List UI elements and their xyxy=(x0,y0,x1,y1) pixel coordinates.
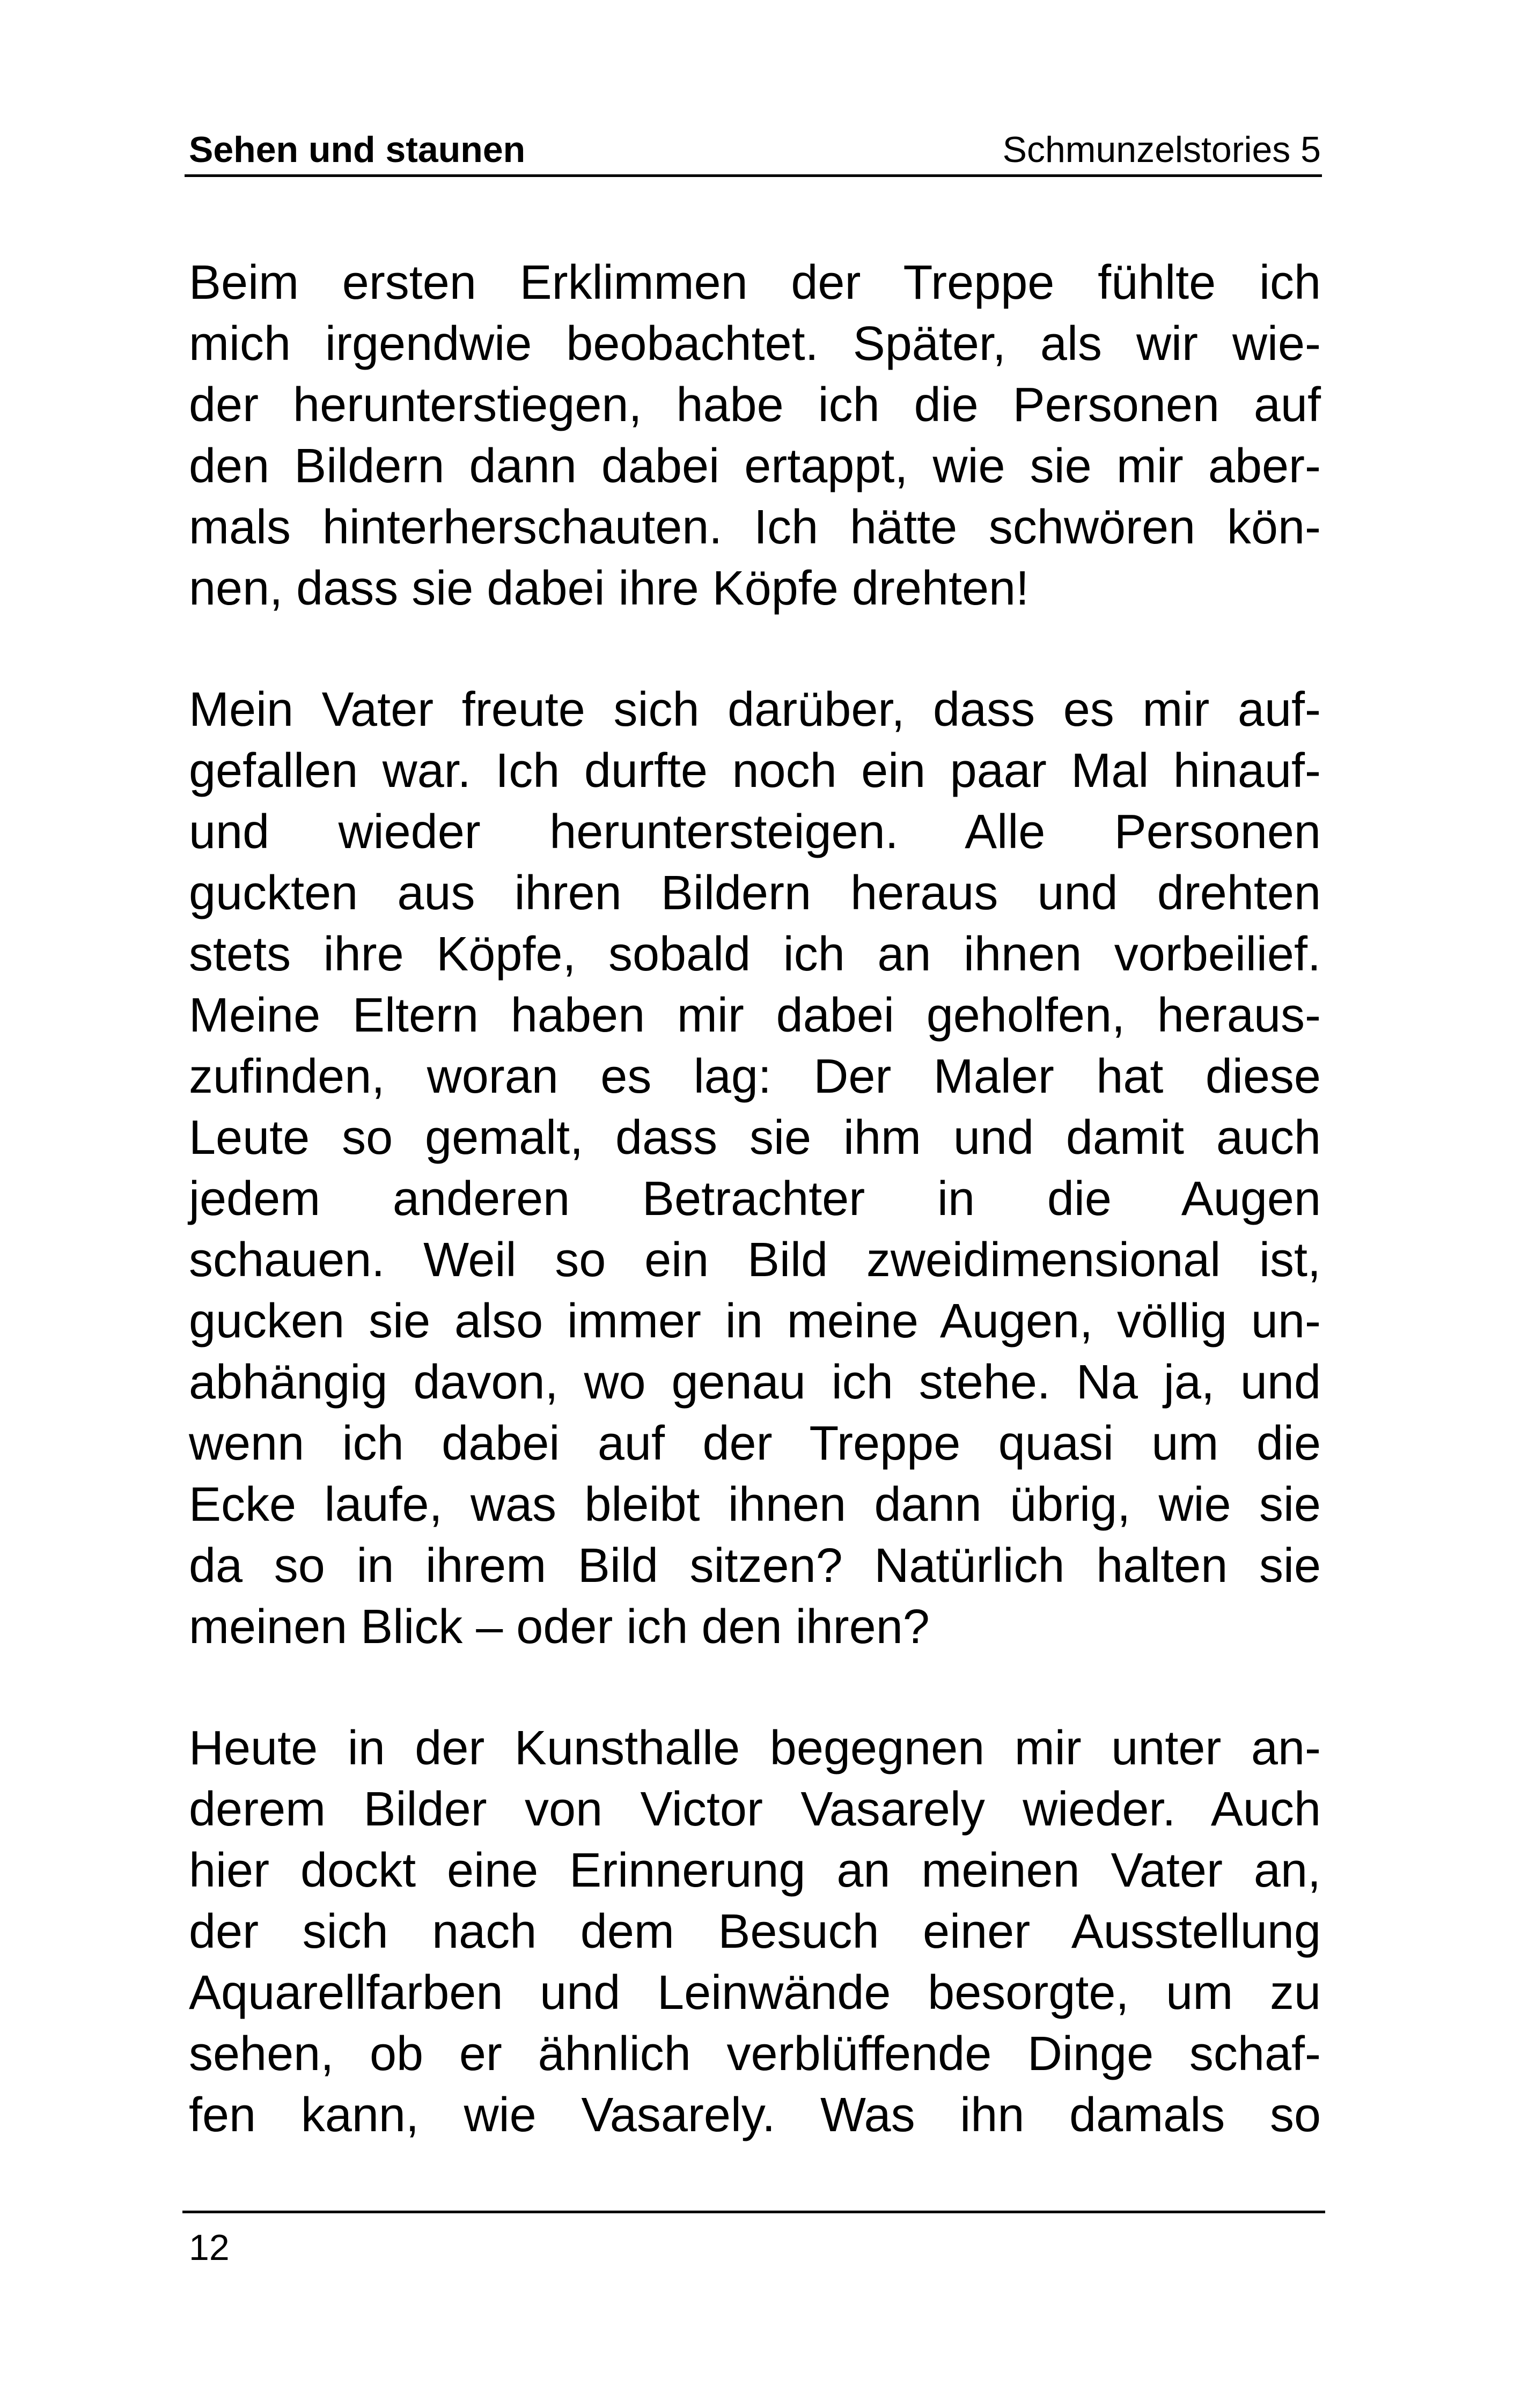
paragraph-2 xyxy=(189,679,1321,1658)
page-number: 12 xyxy=(189,2227,230,2268)
text-line: schauen. Weil so ein Bild zweidimensional ist, xyxy=(189,1233,1321,1287)
text-line: jedem anderen Betrachter in die Augen xyxy=(189,1172,1321,1226)
text-line: Meine Eltern haben mir dabei geholfen, heraus- xyxy=(189,989,1321,1042)
text-line: Ecke laufe, was bleibt ihnen dann übrig, wie sie xyxy=(189,1478,1321,1531)
text-line: da so in ihrem Bild sitzen? Natürlich halten sie xyxy=(189,1539,1321,1593)
text-line: Leute so gemalt, dass sie ihm und damit auch xyxy=(189,1111,1321,1165)
body-text xyxy=(189,252,1321,2206)
header-rule xyxy=(185,174,1322,177)
text-line: Heute in der Kunsthalle begegnen mir unter an- xyxy=(189,1721,1321,1775)
text-line: mich irgendwie beobachtet. Später, als wir wie- xyxy=(189,317,1321,371)
text-line: fen kann, wie Vasarely. Was ihn damals so xyxy=(189,2088,1321,2142)
footer-rule xyxy=(182,2211,1325,2213)
text-line: wenn ich dabei auf der Treppe quasi um die xyxy=(189,1417,1321,1470)
text-line: stets ihre Köpfe, sobald ich an ihnen vorbeilief. xyxy=(189,927,1321,981)
text-line: abhängig davon, wo genau ich stehe. Na ja, und xyxy=(189,1356,1321,1409)
text-line: hier dockt eine Erinnerung an meinen Vater an, xyxy=(189,1844,1321,1897)
text-line: guckten aus ihren Bildern heraus und drehten xyxy=(189,866,1321,920)
text-line: der herunterstiegen, habe ich die Personen auf xyxy=(189,378,1321,432)
text-line: den Bildern dann dabei ertappt, wie sie mir aber- xyxy=(189,439,1321,493)
text-line: gucken sie also immer in meine Augen, völlig un- xyxy=(189,1294,1321,1348)
paragraph-3 xyxy=(189,1718,1321,2146)
book-title: Schmunzelstories 5 xyxy=(1002,129,1321,170)
text-line: zufinden, woran es lag: Der Maler hat diese xyxy=(189,1050,1321,1103)
text-line: mals hinterherschauten. Ich hätte schwören kön- xyxy=(189,500,1321,554)
text-line: und wieder heruntersteigen. Alle Personen xyxy=(189,805,1321,859)
text-line: gefallen war. Ich durfte noch ein paar Mal hinauf- xyxy=(189,744,1321,798)
text-line: sehen, ob er ähnlich verblüffende Dinge schaf- xyxy=(189,2027,1321,2081)
text-line: nen, dass sie dabei ihre Köpfe drehten! xyxy=(189,562,1030,615)
chapter-title: Sehen und staunen xyxy=(189,129,526,170)
text-line: meinen Blick – oder ich den ihren? xyxy=(189,1600,930,1654)
text-line: der sich nach dem Besuch einer Ausstellung xyxy=(189,1905,1321,1958)
paragraph-1 xyxy=(189,252,1321,619)
text-line: Aquarellfarben und Leinwände besorgte, um zu xyxy=(189,1966,1321,2020)
running-header xyxy=(189,129,1321,176)
text-line: Beim ersten Erklimmen der Treppe fühlte ich xyxy=(189,256,1321,310)
text-line: derem Bilder von Victor Vasarely wieder. Auch xyxy=(189,1783,1321,1836)
text-line: Mein Vater freute sich darüber, dass es mir auf- xyxy=(189,683,1321,737)
